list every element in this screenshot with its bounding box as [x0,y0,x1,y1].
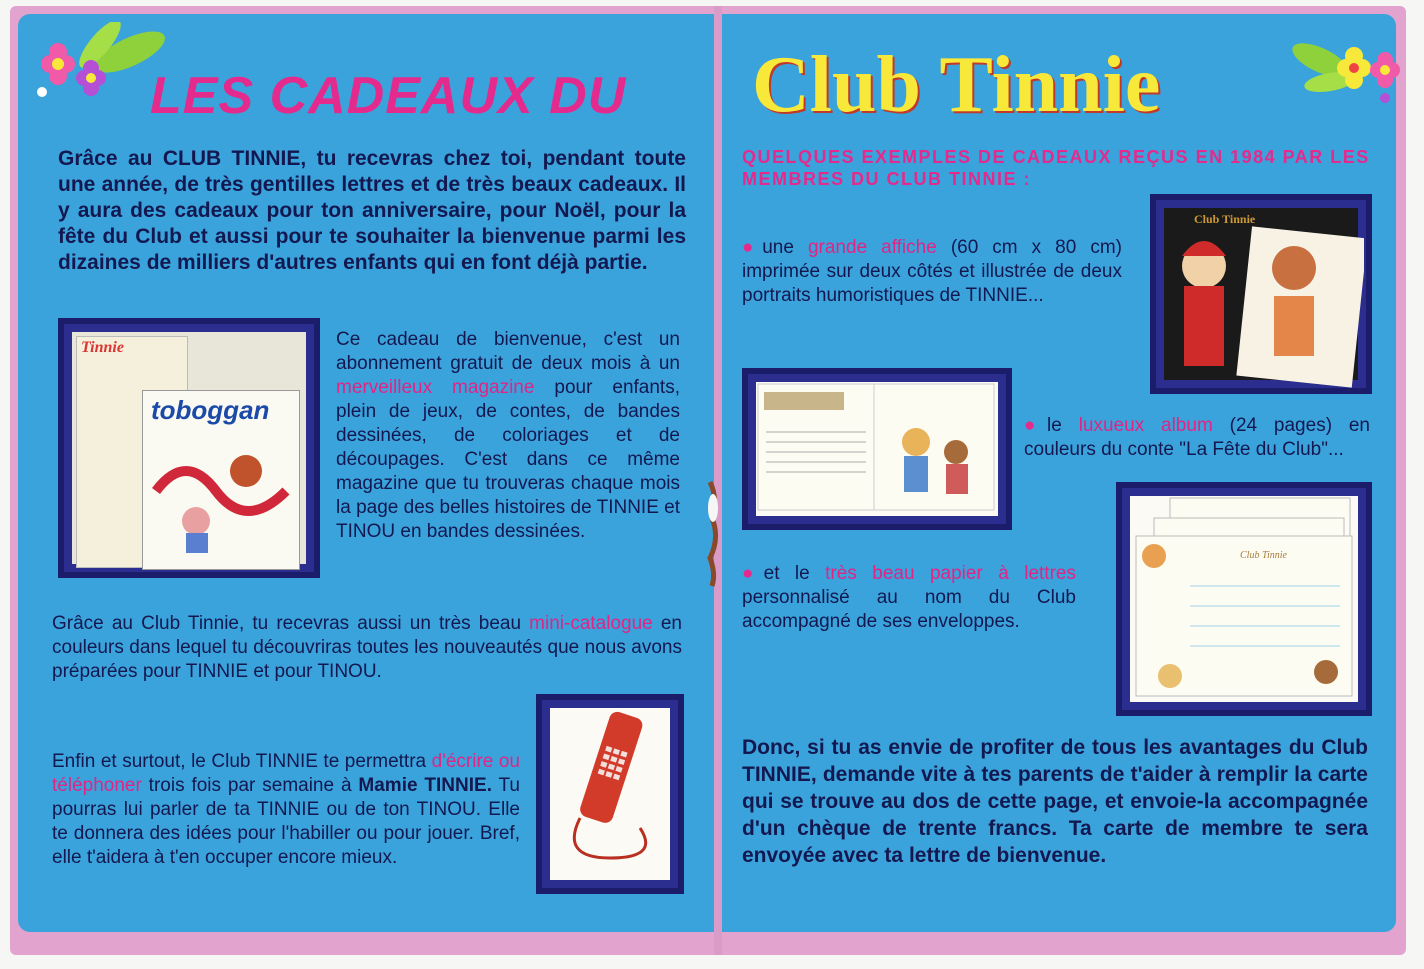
album-highlight: luxueux album [1078,415,1213,436]
phone-paragraph [52,750,520,870]
album-text-end: (24 pages) en couleurs du conte "La Fête du Club"... [1024,415,1370,460]
catalogue-text: Grâce au Club Tinnie, tu recevras aussi un très beau [52,613,530,634]
toboggan-magazine-logo: toboggan [151,395,270,425]
letter-paper-photo [1116,482,1372,716]
welcome-gift-text-end: pour enfants, plein de jeux, de contes, de bandes dessinées, de coloriages et de découpages. C'est dans ce même magazine que tu trouveras chaque mois la page des belles histoires de TINNIE et TINOU en bandes dessinées. [336,377,680,542]
gifts-subheading: QUELQUES EXEMPLES DE CADEAUX REÇUS EN 1984 PAR LES MEMBRES DU CLUB TINNIE : [742,147,1370,189]
magazine-photo [58,318,320,578]
mamie-tinnie-name: Mamie TINNIE. [358,775,492,796]
magazine-illustration-icon [146,431,296,561]
gift-item-poster [742,236,1122,308]
paper-text-end: personnalisé au nom du Club accompagné de ses enveloppes. [742,587,1076,632]
flower-decoration-left-icon [30,22,170,102]
phone-highlight: d'écrire ou téléphoner [52,751,520,796]
gift-item-paper [742,562,1076,634]
left-title: LES CADEAUX DU [150,67,627,125]
telephone-photo [536,694,684,894]
poster-text-end: (60 cm x 80 cm) imprimée sur deux côtés et illustrée de deux portraits humoristiques de TINNIE... [742,237,1122,306]
album-photo [742,368,1012,530]
toboggan-magazine-cover [142,390,300,570]
catalogue-text-end: en couleurs dans lequel tu découvriras toutes les nouveautés que nous avons préparées pour TINNIE et pour TINOU. [52,613,682,682]
closing-paragraph: Donc, si tu as envie de profiter de tous les avantages du Club TINNIE, demande vite à tes parents de t'aider à remplir la carte qui se trouve au dos de cette page, et envoie-la accompagnée d'un chèque de trente francs. Ta carte de membre te sera envoyée avec ta lettre de bienvenue. [742,736,1368,867]
phone-text: Enfin et surtout, le Club TINNIE te permettra [52,751,432,772]
paper-highlight: très beau papier à lettres [825,563,1076,584]
poster-logo: Club Tinnie [1194,212,1256,226]
poster-photo [1150,194,1372,394]
album-illustration-icon [756,382,996,512]
welcome-gift-paragraph [336,328,680,544]
bullet-icon: ● [1024,415,1048,436]
catalogue-highlight: mini-catalogue [529,613,653,634]
flower-decoration-right-icon [1290,26,1400,106]
letter-paper-illustration-icon [1130,496,1358,702]
catalogue-paragraph [52,612,682,684]
letter-paper-logo: Club Tinnie [1240,550,1287,561]
phone-text-end: Tu pourras lui parler de ta TINNIE ou de ton TINOU. Elle te donnera des idées pour l'habiller ou pour jouer. Bref, elle t'aidera à t'en occuper encore mieux. [52,775,520,868]
welcome-gift-text: Ce cadeau de bienvenue, c'est un abonnement gratuit de deux mois à un [336,329,680,374]
album-text: le [1047,415,1079,436]
magazine-highlight: merveilleux magazine [336,377,535,398]
poster-highlight: grande affiche [807,237,937,258]
phone-text-mid: trois fois par semaine à [141,775,359,796]
intro-paragraph: Grâce au CLUB TINNIE, tu recevras chez toi, pendant toute une année, de très gentilles lettres et de très beaux cadeaux. Il y aura des cadeaux pour ton anniversaire, pour Noël, pour la fête du Club et aussi pour te souhaiter la bienvenue parmi les dizaines de milliers d'autres enfants qui en font déjà partie. [58,147,686,274]
paper-text: et le [763,563,826,584]
gift-item-album [1024,414,1370,462]
telephone-icon [550,708,670,878]
right-title: Club Tinnie [752,41,1161,129]
bullet-icon: ● [742,237,763,258]
poster-text: une [762,237,808,258]
bullet-icon: ● [742,563,764,584]
poster-illustration-icon [1164,226,1364,396]
fold-tear-icon [700,478,726,588]
tinnie-magazine-logo: Tinnie [81,339,124,356]
